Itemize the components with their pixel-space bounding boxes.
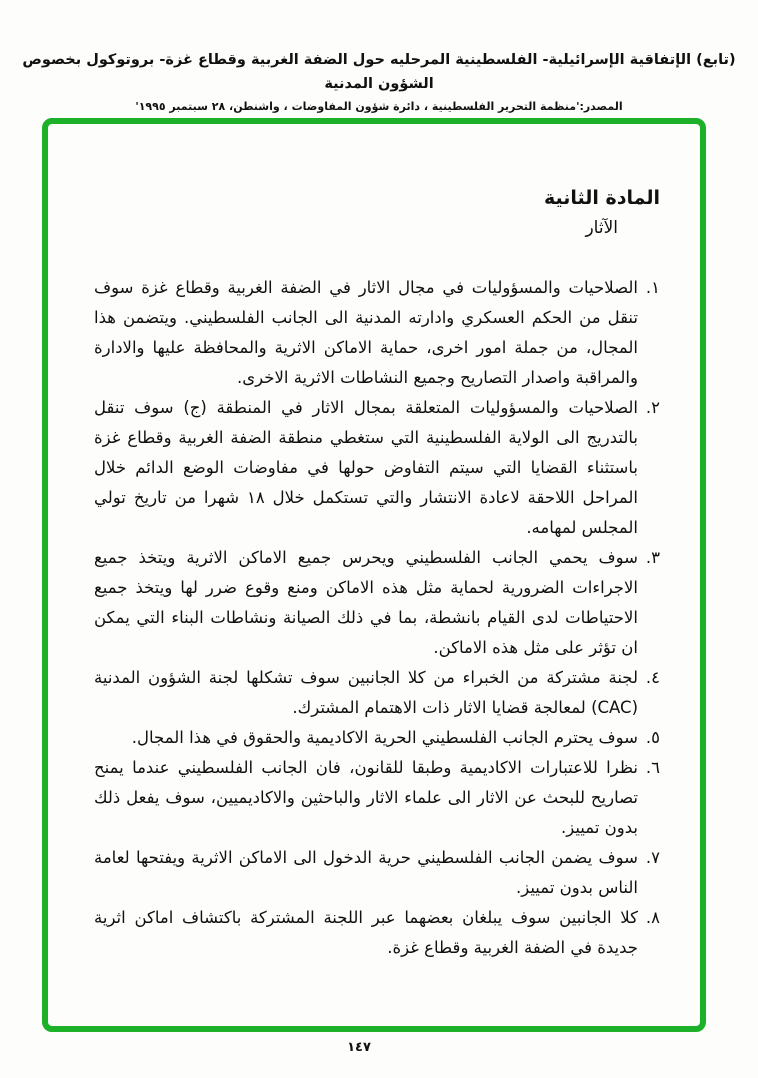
list-item bbox=[94, 393, 660, 543]
article-title: المادة الثانية bbox=[543, 187, 660, 209]
item-number: ٣. bbox=[645, 548, 660, 567]
item-number: ٦. bbox=[645, 758, 660, 777]
item-text: كلا الجانبين سوف يبلغان بعضهما عبر اللجنة المشتركة باكتشاف اماكن اثرية جديدة في الضفة الغربية وقطاع غزة. bbox=[94, 908, 638, 957]
item-number: ٧. bbox=[645, 848, 660, 867]
numbered-list bbox=[94, 273, 660, 963]
item-text: لجنة مشتركة من الخبراء من كلا الجانبين سوف تشكلها لجنة الشؤون المدنية (CAC) لمعالجة قضايا الاثار ذات الاهتمام المشترك. bbox=[94, 668, 638, 717]
item-number: ٤. bbox=[645, 668, 660, 687]
list-item bbox=[94, 753, 660, 843]
page-number: ١٤٧ bbox=[347, 1040, 371, 1055]
list-item bbox=[94, 723, 660, 753]
item-number: ٢. bbox=[645, 398, 660, 417]
list-item bbox=[94, 663, 660, 723]
document-source-line: المصدر:'منظمة التحرير الفلسطينية ، دائرة شؤون المفاوضات ، واشنطن، ٢٨ سبتمبر ١٩٩٥' bbox=[135, 100, 623, 113]
item-number: ٨. bbox=[645, 908, 660, 927]
list-item bbox=[94, 843, 660, 903]
list-item bbox=[94, 903, 660, 963]
green-frame bbox=[42, 118, 706, 1032]
document-header bbox=[0, 48, 758, 115]
item-text: نظرا للاعتبارات الاكاديمية وطبقا للقانون، فان الجانب الفلسطيني عندما يمنح تصاريح للبحث عن الاثار الى علماء الاثار والباحثين والاكاديميين، سوف يفعل ذلك بدون تمييز. bbox=[94, 758, 638, 837]
item-number: ١. bbox=[645, 278, 660, 297]
item-number: ٥. bbox=[645, 728, 660, 747]
item-text: سوف يضمن الجانب الفلسطيني حرية الدخول الى الاماكن الاثرية ويفتحها لعامة الناس بدون تمييز. bbox=[94, 848, 638, 897]
document-title: (تابع) الإتفاقية الإسرائيلية- الفلسطينية المرحليه حول الضفة الغربية وقطاع غزة- بروتوكول بخصوص الشؤون المدنية bbox=[22, 52, 736, 92]
item-text: الصلاحيات والمسؤوليات المتعلقة بمجال الاثار في المنطقة (ج) سوف تنقل بالتدريج الى الولاية الفلسطينية التي ستغطي منطقة الضفة الغربية وقطاع غزة باستثناء القضايا التي سيتم التفاوض حولها في مفاوضات الوضع الدائم خلال المراحل اللاحقة لاعادة الانتشار والتي تستكمل خلال ١٨ شهرا من تاريخ تولي المجلس لمهامه. bbox=[94, 398, 639, 537]
list-item bbox=[94, 273, 660, 393]
list-item bbox=[94, 543, 660, 663]
item-text: الصلاحيات والمسؤوليات في مجال الاثار في الضفة الغربية وقطاع غزة سوف تنقل من الحكم العسكري وادارته المدنية الى الجانب الفلسطيني. ويتضمن هذا المجال، من جملة امور اخرى، حماية الاماكن الاثرية والمحافظة عليها والادارة والمراقبة واصدار التصاريح وجميع النشاطات الاثرية الاخرى. bbox=[94, 278, 638, 387]
article-content bbox=[48, 124, 700, 963]
article-subtitle: الآثار bbox=[585, 218, 618, 238]
item-text: سوف يحمي الجانب الفلسطيني ويحرس جميع الاماكن الاثرية ويتخذ جميع الاجراءات الضرورية لحماية مثل هذه الاماكن ومنع وقوع ضرر لها ويتخذ جميع الاحتياطات لدى القيام بانشطة، بما في ذلك الصيانة ونشاطات البناء التي يمكن ان تؤثر على مثل هذه الاماكن. bbox=[94, 548, 638, 657]
item-text: سوف يحترم الجانب الفلسطيني الحرية الاكاديمية والحقوق في هذا المجال. bbox=[131, 728, 638, 747]
